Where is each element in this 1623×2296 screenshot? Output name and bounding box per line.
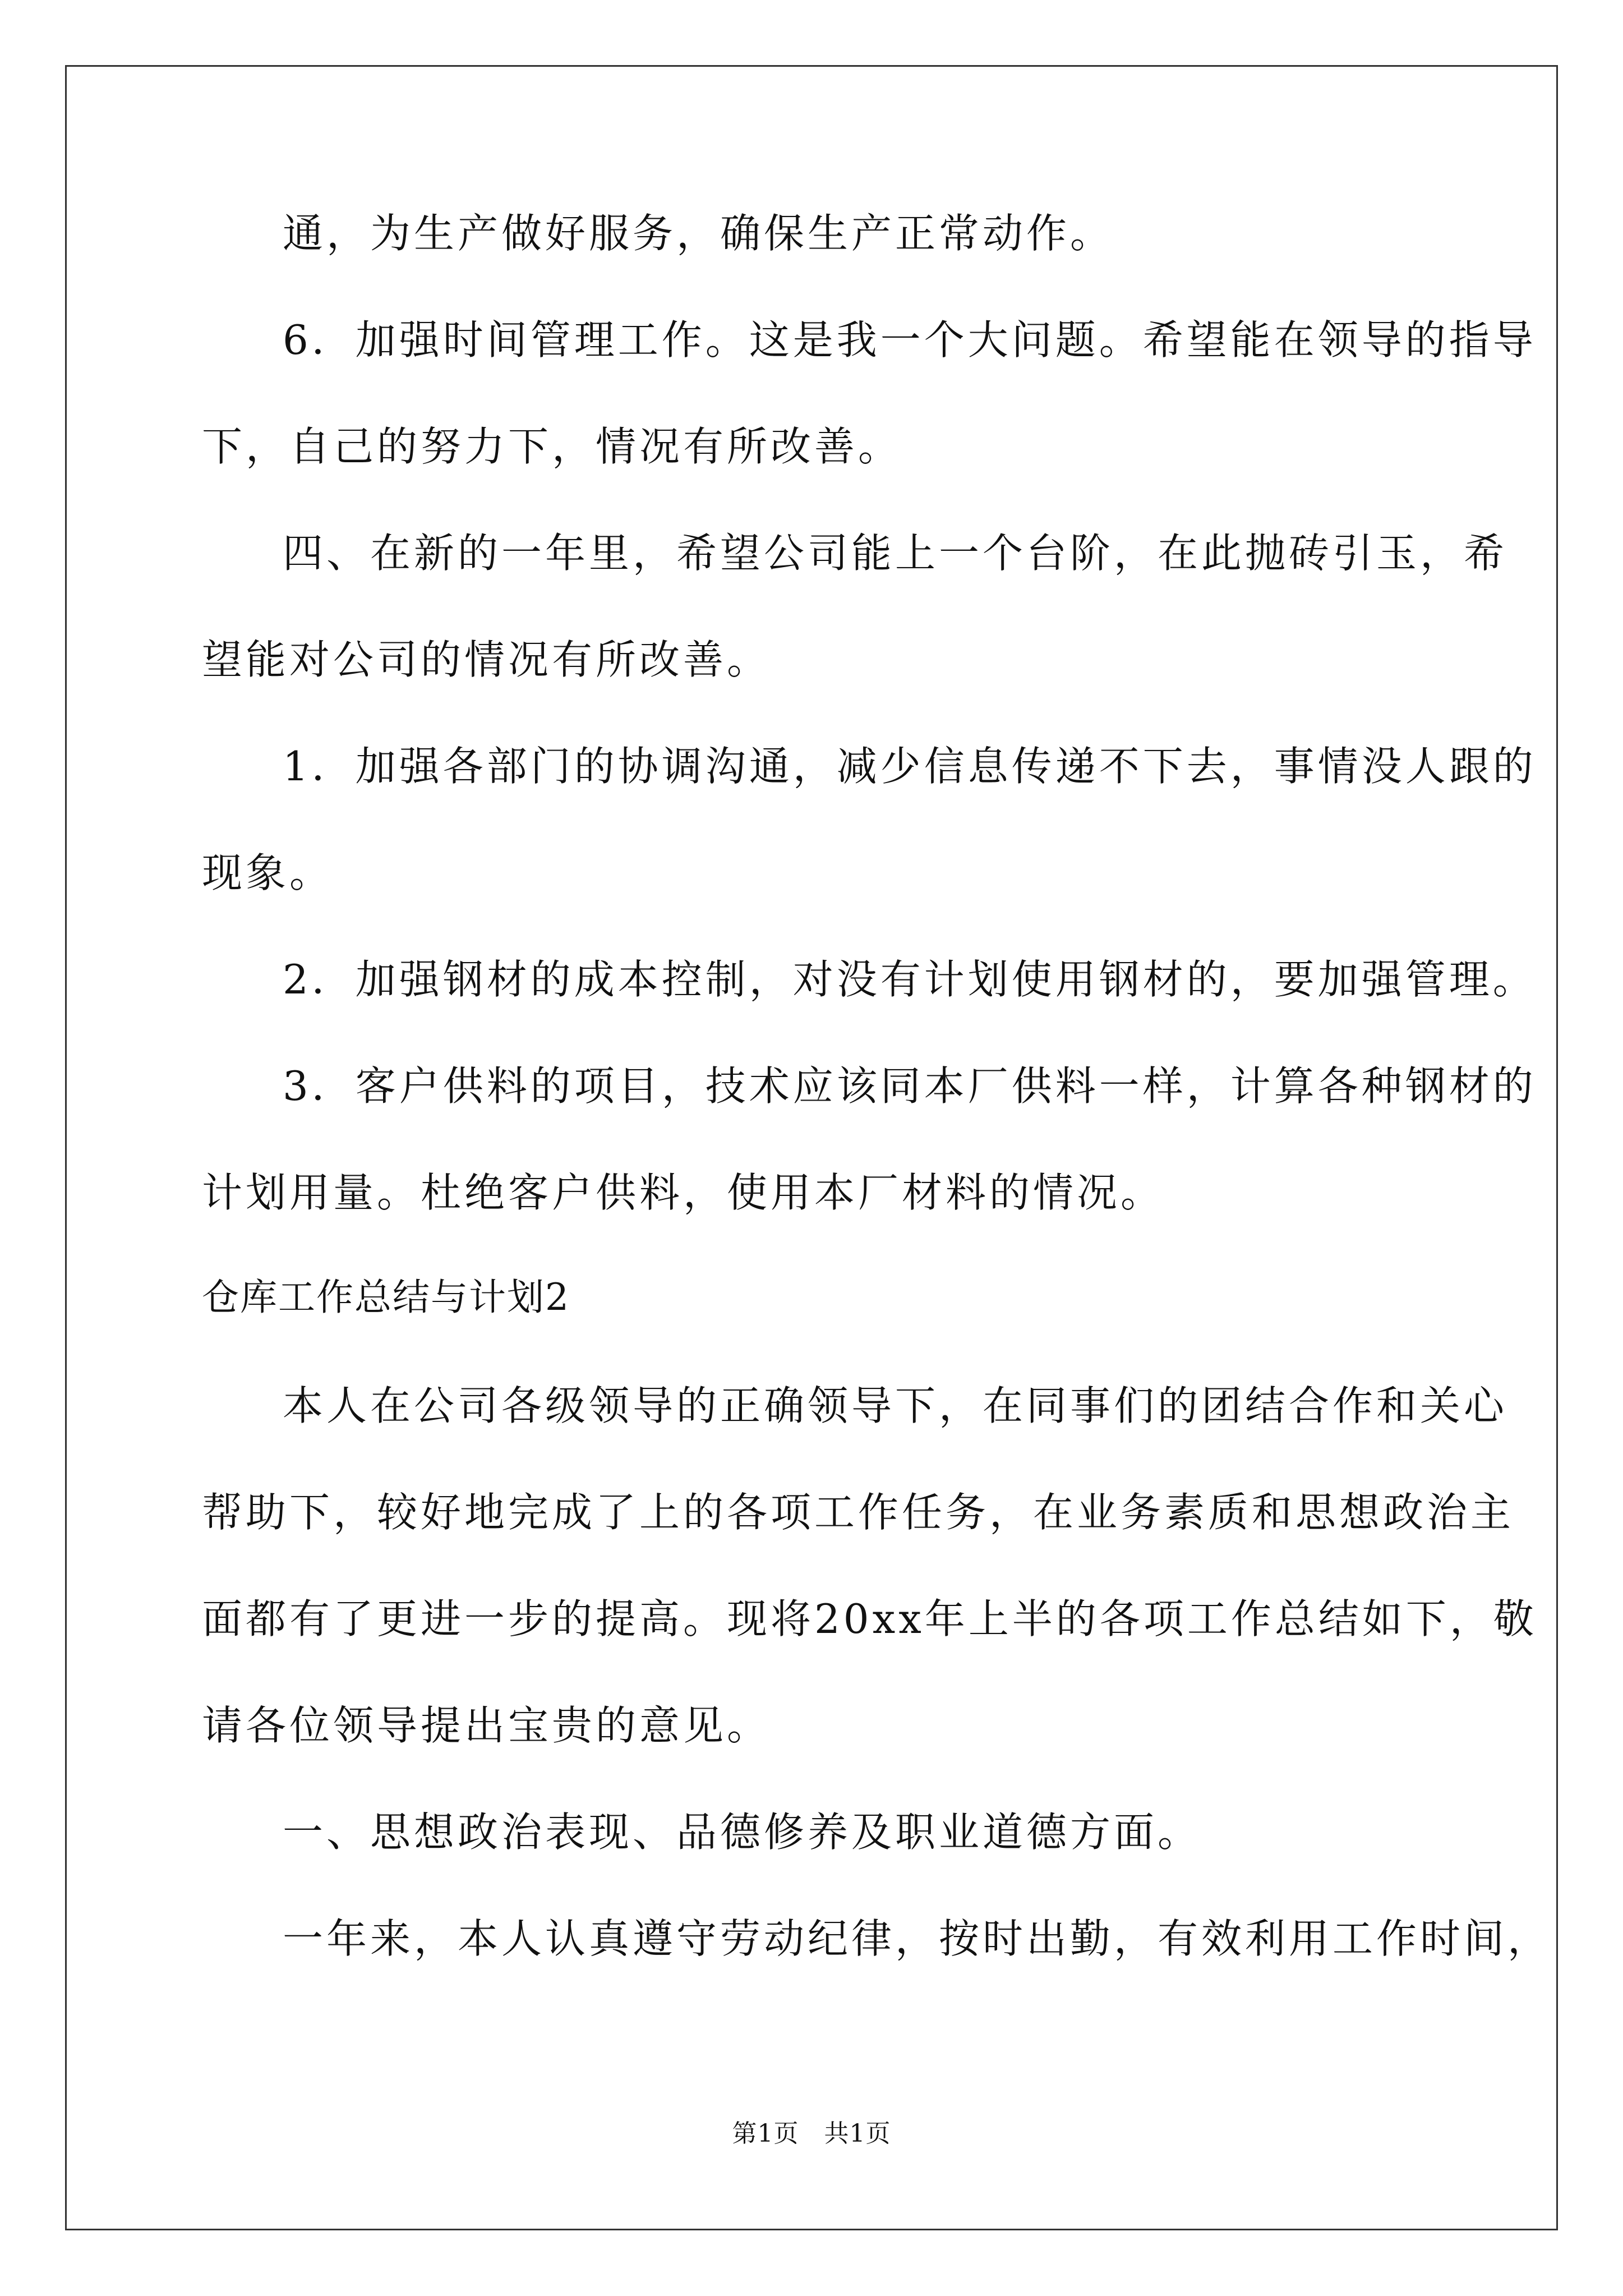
paragraph-line: 通，为生产做好服务，确保生产正常动作。 [283,210,1114,257]
page-frame [65,65,1558,2230]
paragraph-line: 3．客户供料的项目，技术应该同本厂供料一样，计算各种钢材的 [283,1062,1537,1110]
paragraph-line: 6．加强时间管理工作。这是我一个大问题。希望能在领导的指导 [283,316,1537,364]
paragraph-line: 本人在公司各级领导的正确领导下，在同事们的团结合作和关心 [283,1382,1508,1429]
paragraph-line: 一年来，本人认真遵守劳动纪律，按时出勤，有效利用工作时间， [283,1915,1552,1962]
paragraph-line: 望能对公司的情况有所改善。 [202,636,771,683]
paragraph-line: 计划用量。杜绝客户供料，使用本厂材料的情况。 [202,1169,1165,1216]
paragraph-line: 2．加强钢材的成本控制，对没有计划使用钢材的，要加强管理。 [283,956,1537,1003]
paragraph-line: 下，自己的努力下，情况有所改善。 [202,423,902,470]
paragraph-line: 四、在新的一年里，希望公司能上一个台阶，在此抛砖引玉，希 [283,530,1508,577]
paragraph-line: 帮助下，较好地完成了上的各项工作任务，在业务素质和思想政治主 [202,1489,1515,1536]
paragraph-line: 面都有了更进一步的提高。现将20xx年上半的各项工作总结如下，敬 [202,1595,1537,1642]
paragraph-line: 请各位领导提出宝贵的意见。 [202,1702,771,1749]
page-footer: 第1页 共1页 [732,2119,891,2148]
paragraph-line: 现象。 [202,849,334,896]
paragraph-line: 1．加强各部门的协调沟通，减少信息传递不下去，事情没人跟的 [283,743,1537,790]
paragraph-line: 一、思想政治表现、品德修养及职业道德方面。 [283,1809,1202,1856]
section-title: 仓库工作总结与计划2 [202,1276,570,1319]
